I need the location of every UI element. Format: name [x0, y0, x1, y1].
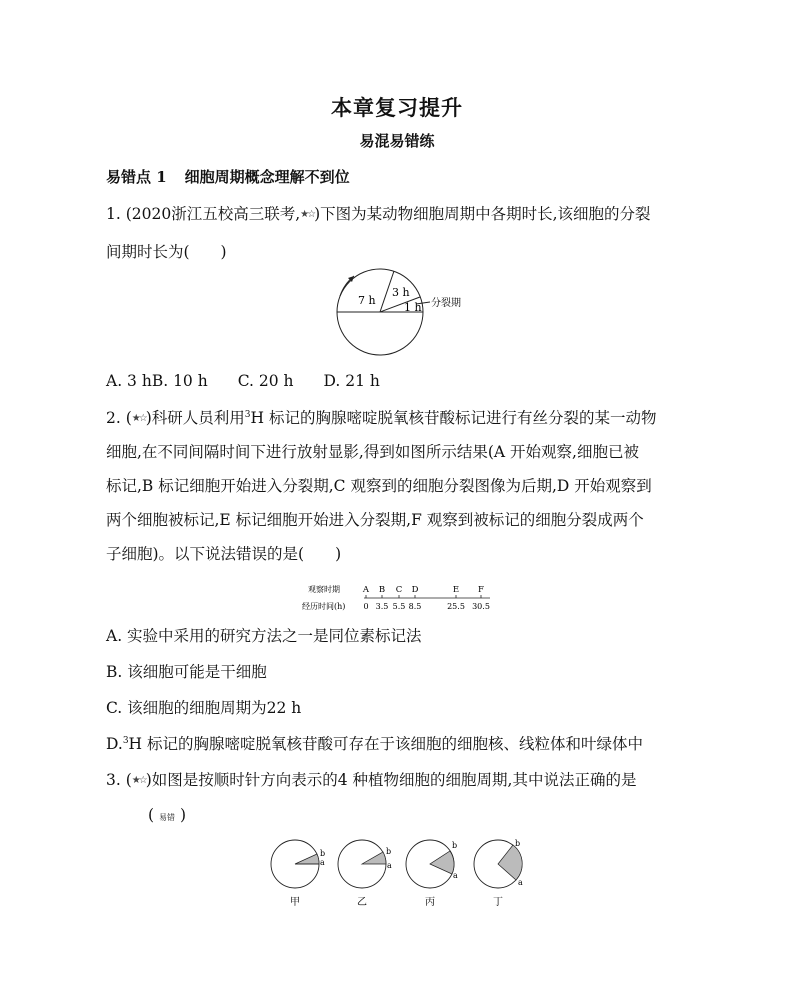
q1-option-d[interactable]: D. 21 h — [323, 372, 380, 390]
svg-text:a: a — [320, 858, 325, 867]
svg-text:b: b — [515, 839, 521, 848]
cycle-pie-yi — [338, 840, 392, 888]
q1-stem-line1: 1. (2020浙江五校高三联考,★☆)下图为某动物细胞周期中各期时长,该细胞的分裂 — [106, 205, 651, 223]
svg-text:a: a — [387, 861, 392, 870]
svg-text:3.5: 3.5 — [375, 602, 389, 611]
label-7h: 7 h — [358, 294, 376, 307]
svg-text:a: a — [453, 871, 458, 880]
q1-option-b[interactable]: B. 10 h — [151, 372, 208, 390]
svg-text:b: b — [452, 841, 458, 850]
q2-option-a[interactable]: A. 实验中采用的研究方法之一是同位素标记法 — [106, 627, 422, 645]
svg-text:30.5: 30.5 — [472, 602, 490, 611]
svg-text:0: 0 — [363, 602, 369, 611]
svg-text:D: D — [411, 585, 419, 595]
page-title: 本章复习提升 — [331, 95, 463, 120]
error-prone-tag: 易错 — [159, 813, 175, 822]
q2-stem-line5: 子细胞)。以下说法错误的是( ) — [106, 545, 342, 563]
q2-option-b[interactable]: B. 该细胞可能是干细胞 — [106, 663, 267, 681]
q2-option-d[interactable]: D.$^3$H 标记的胸腺嘧啶脱氧核苷酸可存在于该细胞的细胞核、线粒体和叶绿体中 — [106, 735, 643, 753]
q1-option-a[interactable]: A. 3 h — [106, 372, 152, 390]
svg-text:A: A — [362, 585, 370, 595]
timeline-row1-label: 观察时期 — [308, 585, 340, 594]
q1-stem-line2: 间期时长为( ) — [106, 243, 227, 261]
q2-option-c[interactable]: C. 该细胞的细胞周期为22 h — [106, 699, 302, 717]
caption-ding: 丁 — [493, 897, 503, 908]
svg-text:b: b — [386, 847, 392, 856]
q3-stem-line1: 3. (★☆)如图是按顺时针方向表示的4 种植物细胞的细胞周期,其中说法正确的是 — [106, 771, 637, 789]
svg-text:a: a — [518, 878, 523, 887]
difficulty-star-icon: ★☆ — [300, 209, 315, 220]
q2-timeline — [298, 582, 498, 616]
svg-text:b: b — [320, 849, 326, 858]
difficulty-star-icon: ★☆ — [131, 413, 146, 424]
cycle-pie-jia — [271, 840, 325, 888]
caption-bing: 丙 — [425, 897, 435, 908]
section-heading — [106, 166, 350, 187]
caption-yi: 乙 — [357, 897, 367, 908]
svg-text:C: C — [395, 585, 403, 595]
section-topic: 细胞周期概念理解不到位 — [184, 168, 350, 186]
q2-stem-line4: 两个细胞被标记,E 标记细胞开始进入分裂期,F 观察到被标记的细胞分裂成两个 — [106, 511, 644, 529]
difficulty-star-icon: ★☆ — [131, 775, 146, 786]
page-subtitle: 易混易错练 — [359, 132, 435, 150]
svg-text:25.5: 25.5 — [447, 602, 465, 611]
label-division-phase: 分裂期 — [431, 298, 461, 309]
label-3h: 3 h — [392, 286, 410, 299]
q2-stem-line2: 细胞,在不同间隔时间下进行放射显影,得到如图所示结果(A 开始观察,细胞已被 — [106, 443, 639, 461]
q3-stem-line2: ( 易错 ) — [148, 806, 186, 824]
section-label: 易错点 1 — [106, 168, 167, 186]
q1-options — [106, 372, 380, 390]
svg-text:B: B — [378, 585, 386, 595]
timeline-row2-label: 经历时间(h) — [302, 602, 346, 611]
cycle-pie-ding — [474, 839, 523, 888]
cycle-pie-bing — [406, 840, 458, 888]
q1-option-c[interactable]: C. 20 h — [237, 372, 294, 390]
svg-text:8.5: 8.5 — [408, 602, 422, 611]
q1-cell-cycle-pie — [318, 262, 488, 362]
label-1h: 1 h — [404, 301, 422, 314]
q2-stem-line1: 2. (★☆)科研人员利用$^3$H 标记的胸腺嘧啶脱氧核苷酸标记进行有丝分裂的某一动物 — [106, 409, 657, 427]
q2-stem-line3: 标记,B 标记细胞开始进入分裂期,C 观察到的细胞分裂图像为后期,D 开始观察到 — [106, 477, 652, 495]
svg-text:5.5: 5.5 — [392, 602, 406, 611]
svg-text:E: E — [452, 585, 460, 595]
q3-four-cell-cycles — [262, 834, 542, 908]
caption-jia: 甲 — [290, 897, 300, 908]
svg-text:F: F — [478, 585, 484, 595]
